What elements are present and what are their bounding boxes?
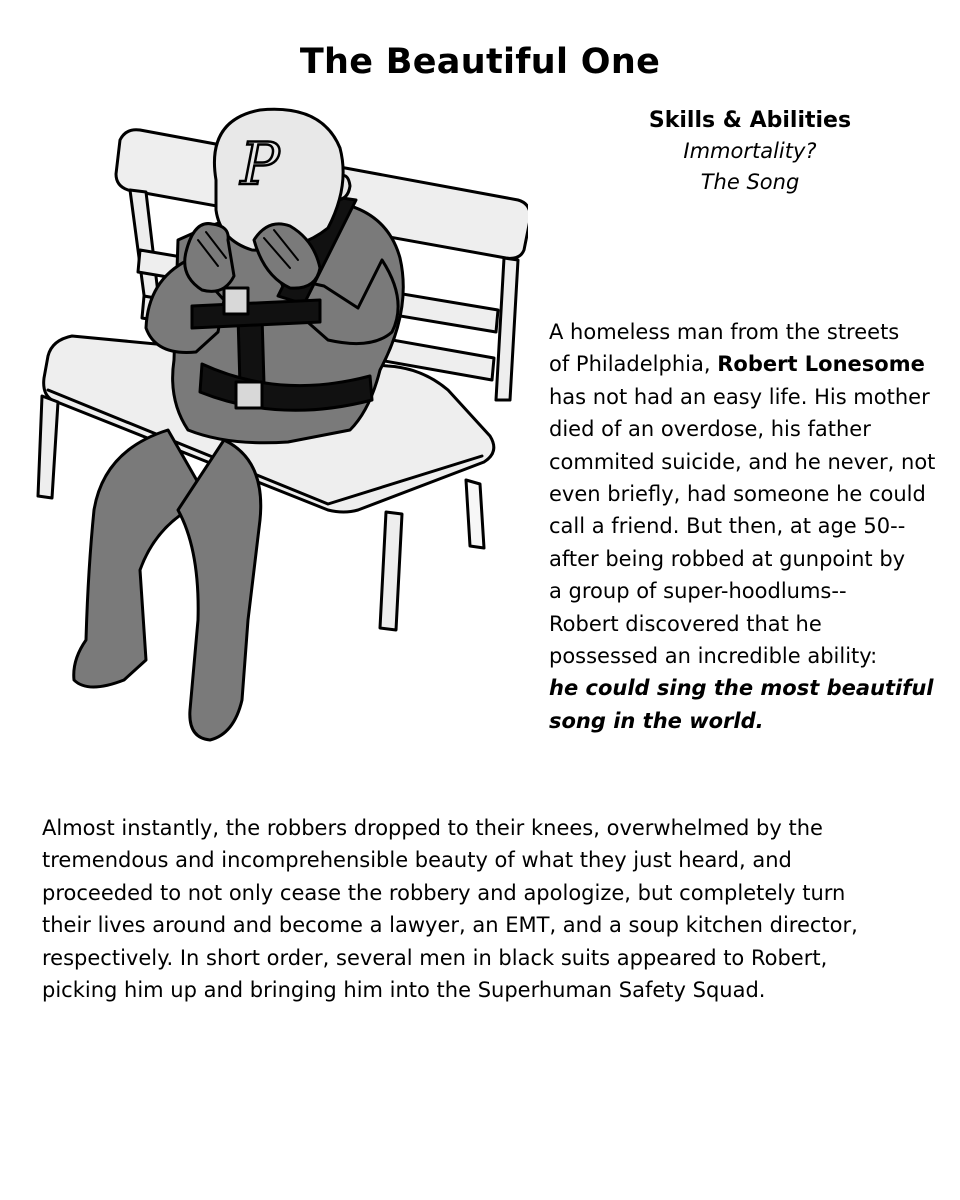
helmet-emblem: P: [240, 130, 280, 198]
bio-text: [549, 316, 954, 737]
bio-line: has not had an easy life. His mother: [549, 384, 930, 409]
bench-back-leg: [466, 480, 484, 548]
left-leg: [74, 430, 208, 687]
bio-line: Robert discovered that he: [549, 611, 822, 636]
bio-line: call a friend. But then, at age 50--: [549, 514, 906, 539]
character-name: Robert Lonesome: [717, 352, 925, 377]
story-text: [42, 812, 942, 1006]
page-title: The Beautiful One: [299, 42, 661, 82]
story-line: proceeded to not only cease the robbery and apologize, but completely turn: [42, 880, 846, 905]
bio-line: possessed an incredible ability:: [549, 644, 878, 669]
harness-chest-badge: [224, 288, 248, 314]
bio-emphasis-line: song in the world.: [549, 708, 764, 733]
skills-section: [590, 106, 910, 198]
bio-line: A homeless man from the streets: [549, 320, 900, 344]
story-line: respectively. In short order, several men in black suits appeared to Robert,: [42, 945, 828, 970]
skills-list: [590, 136, 910, 198]
skill-item-the-song: The Song: [700, 170, 800, 194]
story-line: their lives around and become a lawyer, an EMT, and a soup kitchen director,: [42, 913, 858, 938]
story-line: tremendous and incomprehensible beauty of what they just heard, and: [42, 848, 792, 873]
bio-line: even briefly, had someone he could: [549, 482, 926, 507]
bench-backrest-upright-right: [496, 258, 518, 400]
bio-line-part: of Philadelphia,: [549, 352, 718, 377]
bio-line: [549, 348, 954, 380]
bio-line: died of an overdose, his father: [549, 417, 871, 442]
bench-leg-left: [38, 396, 58, 498]
bio-emphasis-line: he could sing the most beautiful: [549, 676, 934, 701]
bio-line: a group of super-hoodlums--: [549, 579, 847, 604]
story-line: Almost instantly, the robbers dropped to their knees, overwhelmed by the: [42, 816, 823, 840]
character-illustration: [28, 100, 528, 750]
harness-chest-strap: [192, 300, 320, 328]
skill-item-immortality: Immortality?: [683, 139, 817, 163]
bio-line: after being robbed at gunpoint by: [549, 546, 906, 571]
story-line: picking him up and bringing him into the Superhuman Safety Squad.: [42, 978, 766, 1003]
harness-waist-buckle: [236, 382, 262, 408]
bio-line: commited suicide, and he never, not: [549, 449, 936, 474]
bench-leg-right: [380, 512, 402, 630]
skills-heading: Skills & Abilities: [648, 108, 852, 133]
